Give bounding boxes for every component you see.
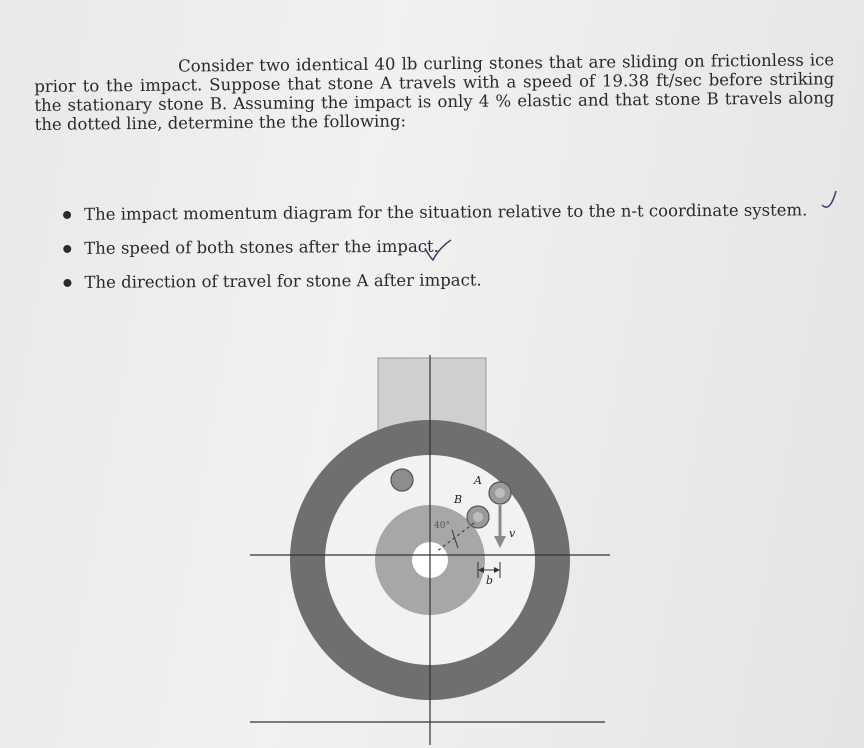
stone-b-handle xyxy=(473,512,483,522)
label-b: B xyxy=(454,493,463,506)
task-text: The speed of both stones after the impact. xyxy=(84,236,439,258)
label-v: v xyxy=(509,527,516,540)
problem-paragraph: Consider two identical 40 lb curling stones that are sliding on frictionless ice prior to the impact. Suppose that stone A travels with a speed of 19.38 ft/sec before striking the stationary stone B. Assuming the impact is only 4 % elastic and that stone B travels along the dotted line, determine the the following: xyxy=(34,50,835,134)
task-text: The direction of travel for stone A after impact. xyxy=(84,270,482,292)
stone-a-handle xyxy=(495,488,505,498)
task-text: The impact momentum diagram for the situation relative to the n-t coordinate system. xyxy=(83,200,808,224)
label-a: A xyxy=(474,474,482,487)
angle-label: 40° xyxy=(434,521,450,531)
label-b-offset: b xyxy=(486,574,494,587)
stone-other xyxy=(391,469,413,491)
